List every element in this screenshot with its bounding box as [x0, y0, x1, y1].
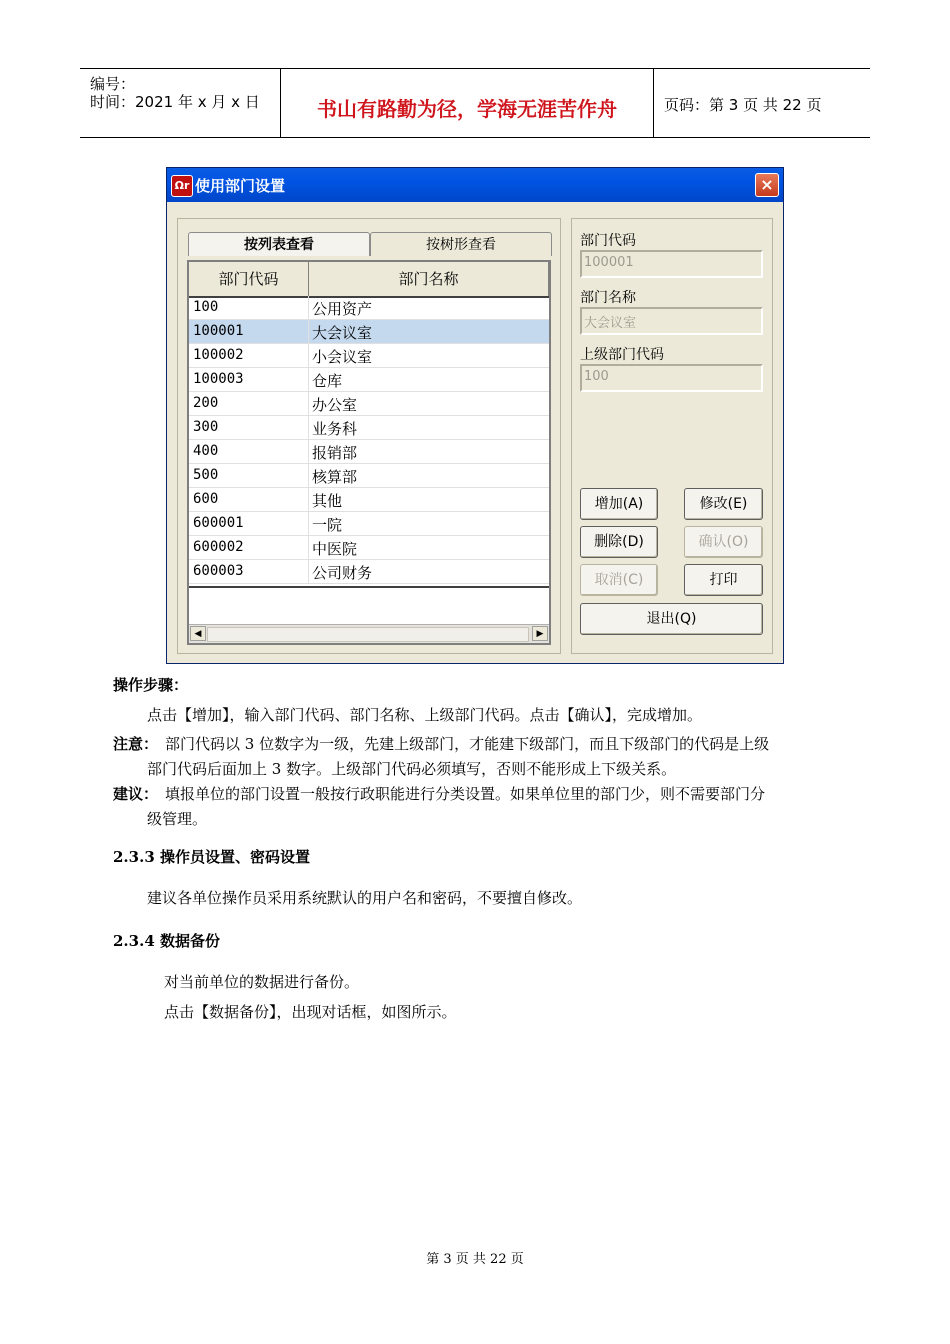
page-code: 页码：第 3 页 共 22 页 — [664, 96, 822, 114]
dept-code-cell: 400 — [193, 443, 219, 459]
dept-code-cell: 100001 — [193, 323, 244, 339]
table-row[interactable] — [189, 416, 549, 440]
section-234-line-2: 点击【数据备份】，出现对话框，如图所示。 — [164, 1003, 457, 1021]
steps-text: 点击【增加】，输入部门代码、部门名称、上级部门代码。点击【确认】，完成增加。 — [147, 706, 703, 724]
dept-name-cell: 业务科 — [312, 420, 358, 438]
scroll-right-icon[interactable]: ▶ — [532, 626, 548, 641]
steps-heading: 操作步骤： — [113, 676, 189, 694]
cell-divider — [308, 344, 309, 368]
print-button[interactable]: 打印 — [684, 564, 763, 596]
cell-divider — [308, 296, 309, 320]
dept-grid — [187, 260, 551, 645]
table-row[interactable] — [189, 392, 549, 416]
column-header-code[interactable]: 部门代码 — [189, 262, 309, 296]
dept-code-cell: 300 — [193, 419, 219, 435]
app-icon: Ωr — [171, 175, 193, 197]
table-row[interactable] — [189, 440, 549, 464]
grid-end-line — [189, 586, 549, 588]
dept-name-cell: 核算部 — [312, 468, 358, 486]
table-row[interactable] — [189, 488, 549, 512]
dept-name-label: 部门名称 — [580, 290, 636, 306]
dept-settings-dialog — [166, 167, 784, 664]
advice-line-1: 填报单位的部门设置一般按行政职能进行分类设置。如果单位里的部门少，则不需要部门分 — [165, 785, 766, 803]
modify-button[interactable]: 修改(E) — [684, 488, 763, 520]
add-button[interactable]: 增加(A) — [580, 488, 658, 520]
page-header — [80, 68, 870, 138]
dept-code-cell: 100002 — [193, 347, 244, 363]
cancel-button[interactable]: 取消(C) — [580, 564, 658, 596]
cell-divider — [308, 464, 309, 488]
table-row[interactable] — [189, 560, 549, 584]
table-row[interactable] — [189, 464, 549, 488]
confirm-button[interactable]: 确认(O) — [684, 526, 763, 558]
column-header-name[interactable]: 部门名称 — [309, 262, 549, 296]
dept-name-cell: 公用资产 — [312, 300, 373, 318]
dept-name-cell: 其他 — [312, 492, 343, 510]
dept-name-cell: 报销部 — [312, 444, 358, 462]
cell-divider — [308, 320, 309, 344]
cell-divider — [308, 512, 309, 536]
tab-tree-view[interactable]: 按树形查看 — [370, 232, 552, 256]
dept-name-field[interactable]: 大会议室 — [580, 307, 763, 335]
section-234-heading: 2.3.4 数据备份 — [113, 932, 220, 950]
dept-code-cell: 100003 — [193, 371, 244, 387]
scroll-left-icon[interactable]: ◀ — [190, 626, 206, 641]
delete-button[interactable]: 删除(D) — [580, 526, 658, 558]
scroll-thumb[interactable] — [207, 627, 529, 642]
tab-list-view[interactable]: 按列表查看 — [188, 232, 370, 256]
cell-divider — [308, 488, 309, 512]
header-motto: 书山有路勤为径，学海无涯苦作舟 — [317, 97, 617, 121]
cell-divider — [308, 416, 309, 440]
cell-divider — [308, 440, 309, 464]
dept-code-cell: 600002 — [193, 539, 244, 555]
dept-name-cell: 小会议室 — [312, 348, 373, 366]
section-233-text: 建议各单位操作员采用系统默认的用户名和密码，不要擅自修改。 — [147, 889, 583, 907]
note-line-2: 部门代码后面加上 3 数字。上级部门代码必须填写，否则不能形成上下级关系。 — [147, 760, 677, 778]
dept-code-cell: 600 — [193, 491, 219, 507]
dept-name-cell: 办公室 — [312, 396, 358, 414]
header-page-cell — [654, 69, 870, 137]
dept-code-field[interactable]: 100001 — [580, 250, 763, 278]
time-label: 时间：2021 年 x 月 x 日 — [90, 93, 260, 111]
table-row[interactable] — [189, 344, 549, 368]
dept-name-cell: 中医院 — [312, 540, 358, 558]
dept-code-label: 部门代码 — [580, 233, 636, 249]
parent-code-label: 上级部门代码 — [580, 347, 664, 363]
serial-label: 编号： — [90, 75, 136, 93]
close-icon[interactable]: × — [755, 173, 779, 197]
page-footer: 第 3 页 共 22 页 — [426, 1252, 524, 1267]
table-row[interactable] — [189, 368, 549, 392]
dept-code-cell: 600001 — [193, 515, 244, 531]
dept-name-cell: 一院 — [312, 516, 343, 534]
dept-code-cell: 200 — [193, 395, 219, 411]
dept-name-cell: 大会议室 — [312, 324, 373, 342]
table-row[interactable] — [189, 296, 549, 320]
dept-name-cell: 公司财务 — [312, 564, 373, 582]
dialog-titlebar[interactable] — [167, 168, 783, 202]
section-233-heading: 2.3.3 操作员设置、密码设置 — [113, 848, 310, 866]
note-label: 注意： — [113, 735, 159, 753]
grid-header — [189, 262, 549, 298]
table-row[interactable] — [189, 536, 549, 560]
dept-name-cell: 仓库 — [312, 372, 343, 390]
cell-divider — [308, 392, 309, 416]
dept-code-cell: 600003 — [193, 563, 244, 579]
table-row[interactable] — [189, 512, 549, 536]
advice-line-2: 级管理。 — [147, 810, 208, 828]
table-row[interactable] — [189, 320, 549, 344]
advice-label: 建议： — [113, 785, 159, 803]
dept-code-cell: 500 — [193, 467, 219, 483]
dialog-title: 使用部门设置 — [195, 177, 286, 195]
header-meta-cell — [80, 69, 281, 137]
exit-button[interactable]: 退出(Q) — [580, 603, 763, 635]
note-line-1: 部门代码以 3 位数字为一级，先建上级部门，才能建下级部门，而且下级部门的代码是上级 — [165, 735, 770, 753]
cell-divider — [308, 560, 309, 584]
cell-divider — [308, 368, 309, 392]
cell-divider — [308, 536, 309, 560]
section-234-line-1: 对当前单位的数据进行备份。 — [164, 973, 360, 991]
dept-code-cell: 100 — [193, 299, 219, 315]
horizontal-scrollbar[interactable] — [189, 624, 549, 643]
header-motto-cell — [281, 69, 654, 137]
parent-code-field[interactable]: 100 — [580, 364, 763, 392]
